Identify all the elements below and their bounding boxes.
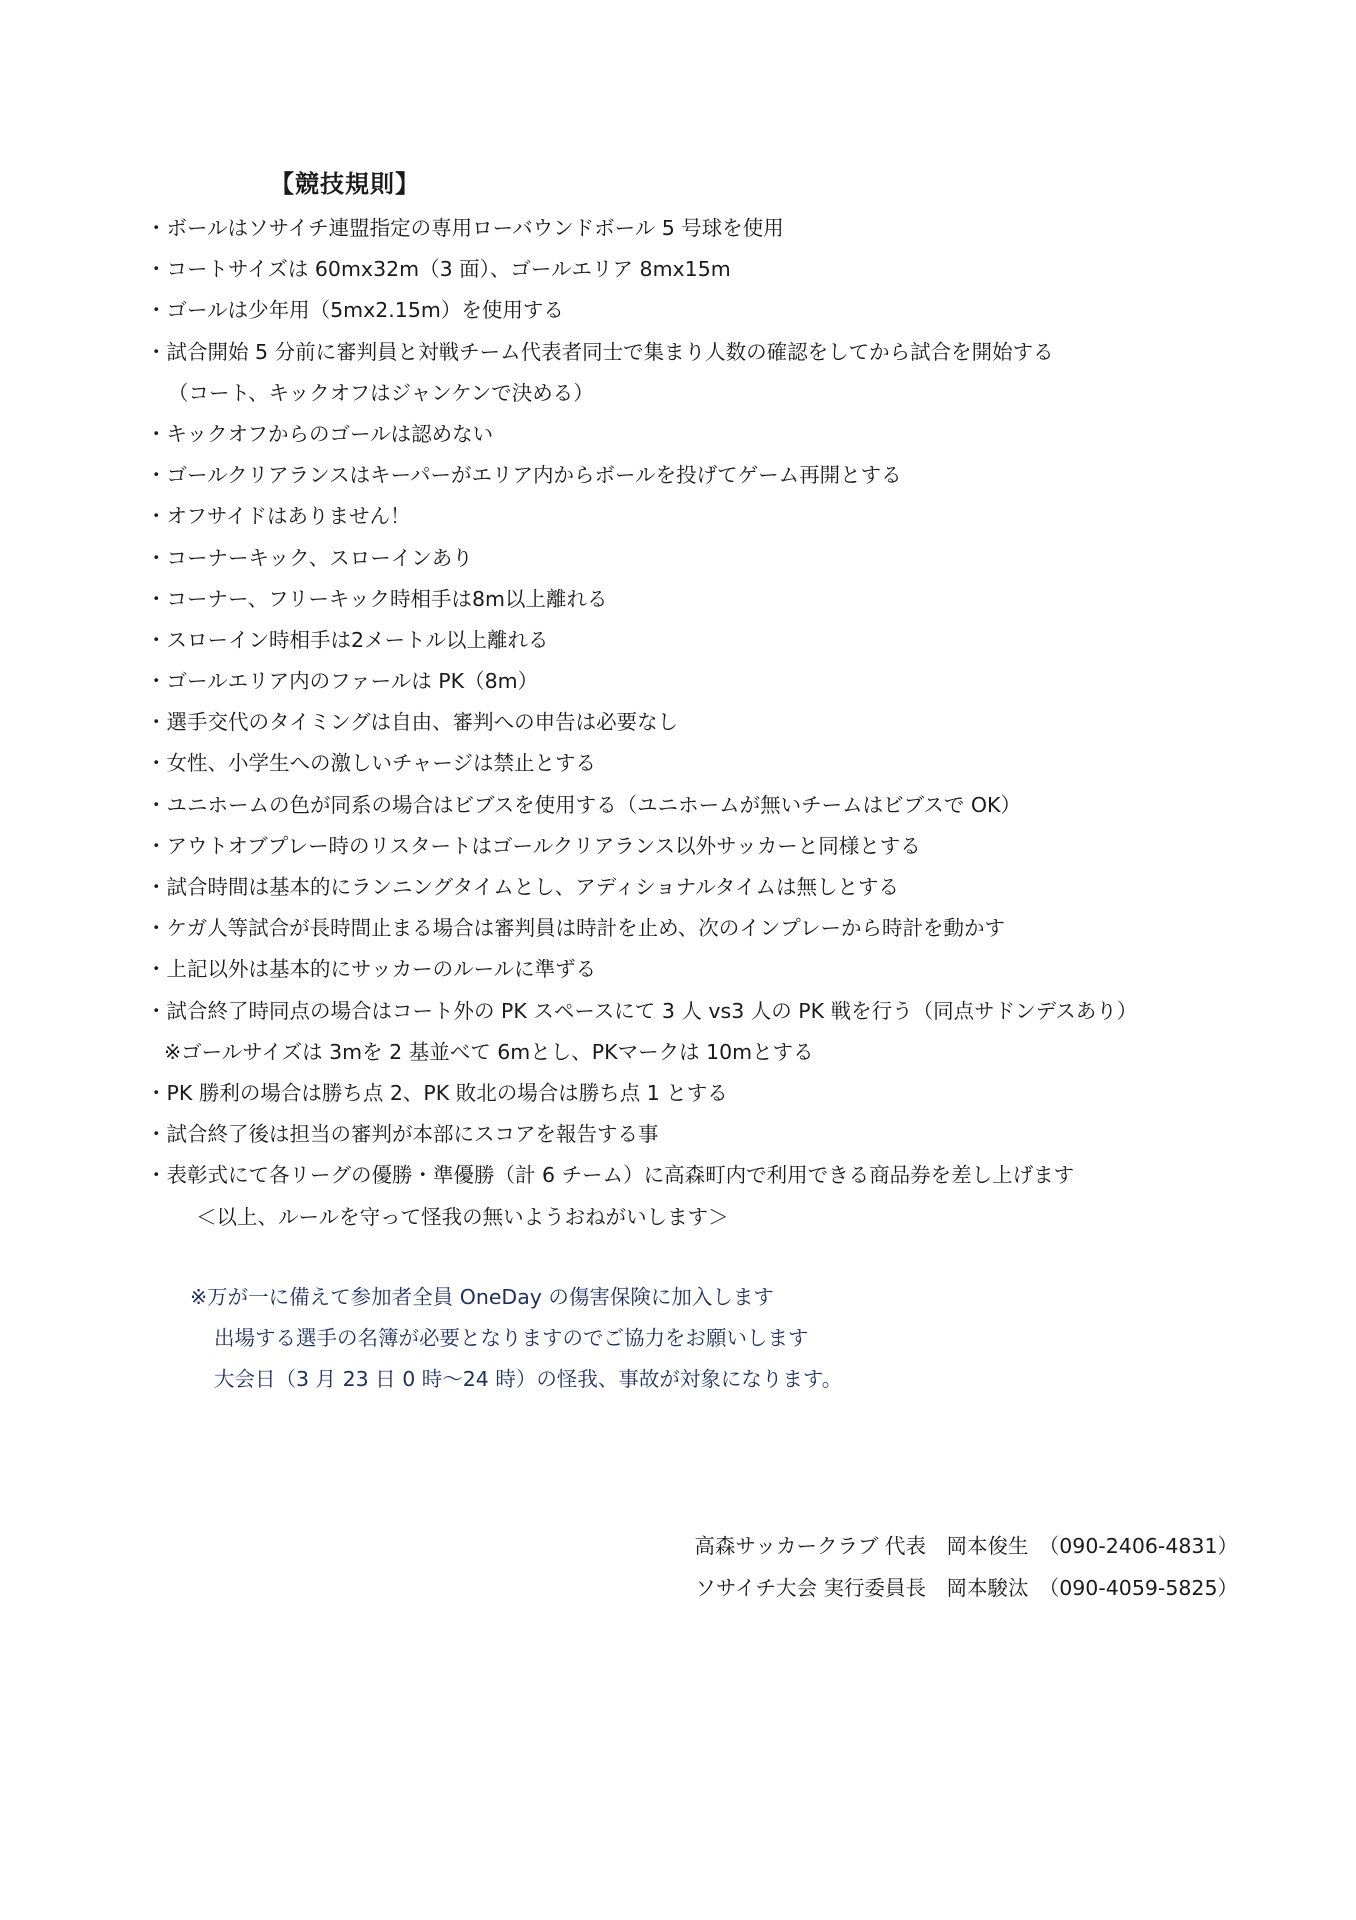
rule-item: ・コートサイズは 60mx32m（3 面）、ゴールエリア 8mx15m — [146, 257, 731, 282]
rule-item-note: ※ゴールサイズは 3mを 2 基並べて 6mとし、PKマークは 10mとする — [164, 1039, 814, 1064]
rules-list — [146, 208, 1137, 1238]
rule-item: ・スローイン時相手は2メートル以上離れる — [146, 627, 549, 652]
contact-line: 高森サッカークラブ 代表 岡本俊生 （090-2406-4831） — [694, 1534, 1238, 1558]
insurance-notice — [190, 1277, 842, 1400]
rule-item: ・アウトオブプレー時のリスタートはゴールクリアランス以外サッカーと同様とする — [146, 833, 921, 858]
rule-item: ・試合終了後は担当の審判が本部にスコアを報告する事 — [146, 1122, 659, 1147]
rule-item: ・ボールはソサイチ連盟指定の専用ローバウンドボール 5 号球を使用 — [146, 216, 784, 240]
rule-item: ・試合開始 5 分前に審判員と対戦チーム代表者同士で集まり人数の確認をしてから試合を開始する — [146, 339, 1054, 364]
rule-item: ・コーナーキック、スローインあり — [146, 545, 473, 570]
contact-line: ソサイチ大会 実行委員長 岡本駿汰 （090-4059-5825） — [695, 1576, 1238, 1600]
rule-item-note: （コート、キックオフはジャンケンで決める） — [168, 380, 594, 405]
rule-item: ・試合終了時同点の場合はコート外の PK スペースにて 3 人 vs3 人の PK 戦を行う（同点サドンデスあり） — [146, 998, 1138, 1023]
rule-item: ・コーナー、フリーキック時相手は8m以上離れる — [146, 586, 608, 611]
insurance-line: 大会日（3 月 23 日 0 時～24 時）の怪我、事故が対象になります。 — [214, 1367, 843, 1391]
rule-item: ・オフサイドはありません！ — [146, 504, 411, 529]
rule-item: ・ゴールエリア内のファールは PK（8m） — [146, 669, 539, 694]
closing-remark: ＜以上、ルールを守って怪我の無いようおねがいします＞ — [196, 1204, 729, 1229]
insurance-line: 出場する選手の名簿が必要となりますのでご協力をお願いします — [214, 1326, 809, 1350]
rule-item: ・表彰式にて各リーグの優勝・準優勝（計 6 チーム）に高森町内で利用できる商品券を差し上げます — [146, 1163, 1075, 1188]
rule-item: ・ゴールは少年用（5mx2.15m）を使用する — [146, 298, 564, 323]
rule-item: ・選手交代のタイミングは自由、審判への申告は必要なし — [146, 710, 679, 735]
rule-item: ・上記以外は基本的にサッカーのルールに準ずる — [146, 957, 597, 982]
rule-item: ・PK 勝利の場合は勝ち点 2、PK 敗北の場合は勝ち点 1 とする — [146, 1080, 728, 1105]
rule-item: ・キックオフからのゴールは認めない — [146, 421, 494, 446]
rule-item: ・ユニホームの色が同系の場合はビブスを使用する（ユニホームが無いチームはビブスで OK） — [146, 792, 1021, 817]
contact-info — [694, 1525, 1238, 1609]
insurance-line: ※万が一に備えて参加者全員 OneDay の傷害保険に加入します — [190, 1285, 774, 1309]
rules-title: 【競技規則】 — [270, 170, 420, 198]
rule-item: ・女性、小学生への激しいチャージは禁止とする — [146, 751, 596, 776]
rule-item: ・試合時間は基本的にランニングタイムとし、アディショナルタイムは無しとする — [146, 875, 899, 899]
rule-item: ・ケガ人等試合が長時間止まる場合は審判員は時計を止め、次のインプレーから時計を動かす — [146, 916, 1005, 941]
rule-item: ・ゴールクリアランスはキーパーがエリア内からボールを投げてゲーム再開とする — [146, 463, 902, 488]
